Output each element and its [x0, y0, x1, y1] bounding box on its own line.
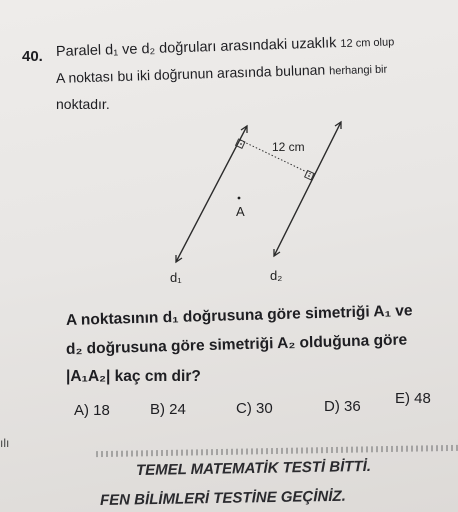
question-text-line-2-small: herhangi bir	[328, 63, 388, 78]
line-d1-label: d₁	[170, 270, 182, 285]
question-text-line-3: noktadır.	[56, 96, 110, 112]
prompt-line-1: A noktasının d₁ doğrusuna göre simetriği A₁ ve	[65, 302, 413, 329]
choice-b[interactable]: B) 24	[150, 401, 186, 418]
margin-mark: ılı	[0, 436, 10, 450]
line-d2-label: d₂	[270, 268, 283, 283]
footer-next-test: FEN BİLİMLERİ TESTİNE GEÇİNİZ.	[99, 487, 346, 509]
question-text-line-2-main: A noktası bu iki doğrunun arasında bulunan	[55, 61, 326, 86]
footer-end-notice: TEMEL MATEMATİK TESTİ BİTTİ.	[135, 457, 372, 479]
choice-a[interactable]: A) 18	[74, 402, 110, 419]
choice-c[interactable]: C) 30	[236, 400, 273, 417]
line-d1	[176, 126, 247, 262]
point-a-label: A	[236, 204, 245, 219]
choice-e[interactable]: E) 48	[395, 390, 431, 407]
prompt-line-3: |A₁A₂| kaç cm dir?	[66, 368, 201, 385]
right-angle-dot-d2	[308, 175, 310, 177]
distance-label: 12 cm	[272, 140, 305, 154]
point-a	[238, 197, 241, 200]
question-number: 40.	[22, 48, 43, 65]
choice-d[interactable]: D) 36	[324, 398, 361, 415]
right-angle-dot-d1	[240, 143, 242, 145]
question-text-line-1-main: Paralel d₁ ve d₂ doğruları arasındaki uzaklık	[55, 35, 337, 60]
question-text-line-1-small: 12 cm olup	[340, 36, 395, 51]
prompt-line-2: d₂ doğrusuna göre simetriği A₂ olduğuna göre	[65, 331, 408, 358]
